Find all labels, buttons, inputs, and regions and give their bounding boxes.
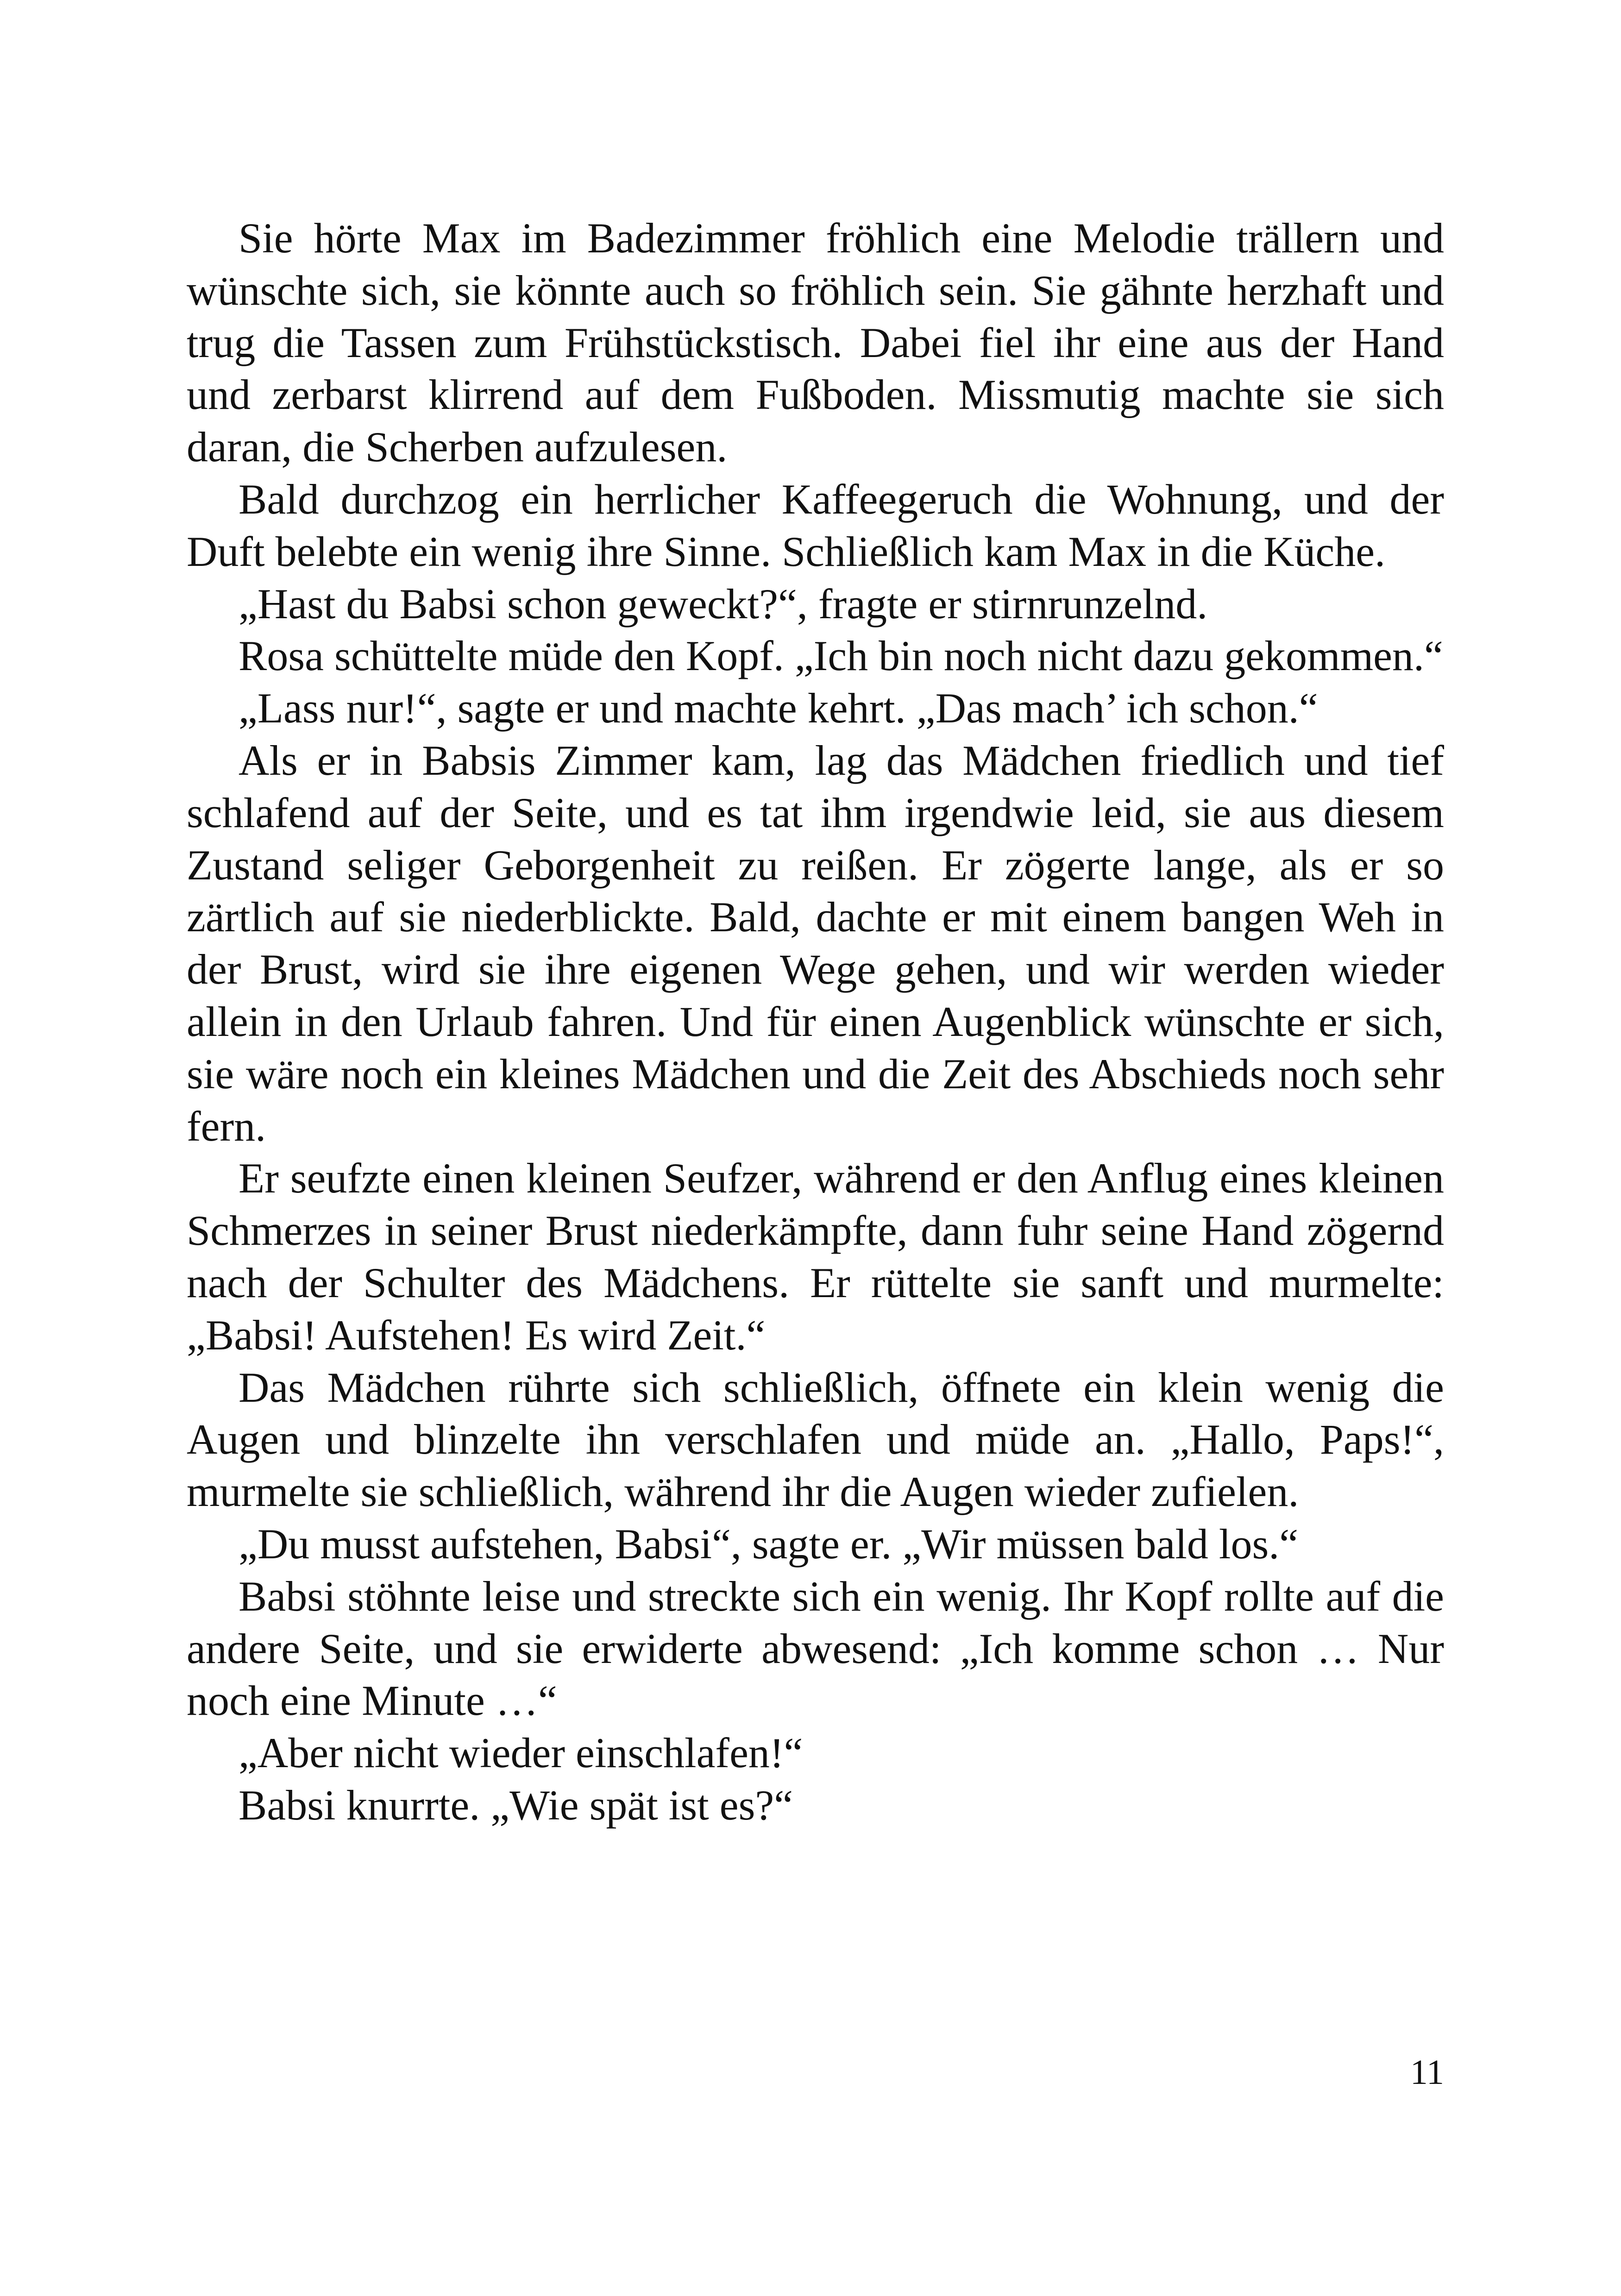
paragraph: „Hast du Babsi schon geweckt?“, fragte er stirnrunzelnd. bbox=[239, 580, 1208, 627]
paragraph: Babsi knurrte. „Wie spät ist es?“ bbox=[239, 1781, 793, 1829]
paragraph: Sie hörte Max im Badezimmer fröhlich eine Melodie trällern und wünschte sich, sie könnte auch so fröhlich sein. Sie gähnte herzhaft und trug die Tassen zum Frühstückstisch. Dabei fiel ihr eine aus der Hand und zerbarst klirrend auf dem Fußboden. Missmutig machte sie sich daran, die Scherben aufzulesen. bbox=[187, 214, 1444, 471]
paragraph: Er seufzte einen kleinen Seufzer, während er den Anflug eines kleinen Schmerzes in seiner Brust niederkämpfte, dann fuhr seine Hand zögernd nach der Schulter des Mädchens. Er rüttelte sie sanft und murmelte: „Babsi! Aufstehen! Es wird Zeit.“ bbox=[187, 1154, 1444, 1359]
paragraph: Babsi stöhnte leise und streckte sich ein wenig. Ihr Kopf rollte auf die andere Seite, und sie erwiderte abwesend: „Ich komme schon … Nur noch eine Minute …“ bbox=[187, 1572, 1444, 1725]
paragraph: Als er in Babsis Zimmer kam, lag das Mädchen friedlich und tief schlafend auf der Seite, und es tat ihm irgendwie leid, sie aus diesem Zustand seliger Geborgenheit zu reißen. Er zögerte lange, als er so zärtlich auf sie niederblickte. Bald, dachte er mit einem bangen Weh in der Brust, wird sie ihre eigenen Wege gehen, und wir werden wieder allein in den Urlaub fahren. Und für einen Augenblick wünschte er sich, sie wäre noch ein kleines Mädchen und die Zeit des Abschieds noch sehr fern. bbox=[187, 736, 1444, 1150]
paragraph: Bald durchzog ein herrlicher Kaffeegeruch die Wohnung, und der Duft belebte ein wenig ihre Sinne. Schließlich kam Max in die Küche. bbox=[187, 475, 1444, 575]
paragraph: „Aber nicht wieder einschlafen!“ bbox=[239, 1729, 803, 1777]
paragraph: Rosa schüttelte müde den Kopf. „Ich bin noch nicht dazu gekommen.“ bbox=[239, 632, 1443, 680]
paragraph: Das Mädchen rührte sich schließlich, öffnete ein klein wenig die Augen und blinzelte ihn verschlafen und müde an. „Hallo, Paps!“, murmelte sie schließlich, während ihr die Augen wieder zufielen. bbox=[187, 1363, 1444, 1516]
body-text bbox=[187, 212, 1444, 1832]
paragraph: „Lass nur!“, sagte er und machte kehrt. „Das mach’ ich schon.“ bbox=[239, 684, 1318, 732]
page-number: 11 bbox=[1410, 2053, 1444, 2092]
paragraph: „Du musst aufstehen, Babsi“, sagte er. „Wir müssen bald los.“ bbox=[239, 1520, 1299, 1568]
